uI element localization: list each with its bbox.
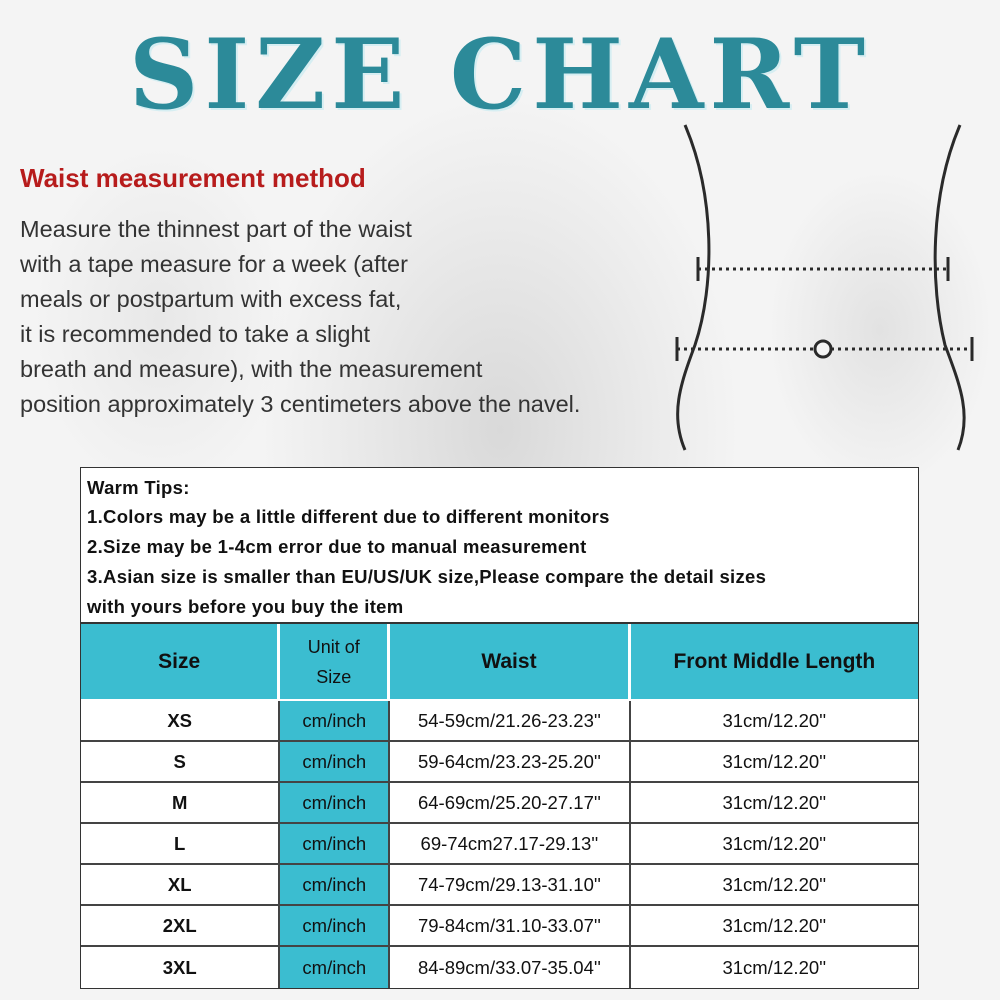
method-line: breath and measure), with the measurement	[20, 356, 483, 382]
table-row	[81, 865, 918, 906]
cell-size: 3XL	[81, 947, 280, 988]
cell-size: L	[81, 824, 280, 865]
tip-line: 1.Colors may be a little different due to different monitors	[87, 506, 610, 527]
cell-unit: cm/inch	[280, 742, 390, 783]
cell-front: 31cm/12.20''	[631, 865, 918, 906]
tips-heading: Warm Tips:	[87, 477, 190, 498]
method-line: it is recommended to take a slight	[20, 321, 371, 347]
method-heading: Waist measurement method	[20, 163, 366, 193]
cell-unit: cm/inch	[280, 824, 390, 865]
header-size: Size	[81, 624, 280, 701]
table-row	[81, 824, 918, 865]
cell-unit: cm/inch	[280, 947, 390, 988]
header-unit: Unit of Size	[280, 624, 390, 701]
cell-waist: 69-74cm27.17-29.13''	[390, 824, 630, 865]
method-line: with a tape measure for a week (after	[20, 251, 408, 277]
waist-measurement-diagram	[660, 115, 990, 460]
cell-waist: 64-69cm/25.20-27.17''	[390, 783, 630, 824]
table-row	[81, 783, 918, 824]
cell-unit: cm/inch	[280, 906, 390, 947]
method-line: meals or postpartum with excess fat,	[20, 286, 402, 312]
body-outline-right	[935, 125, 964, 450]
header-front-middle-length: Front Middle Length	[631, 624, 918, 701]
cell-unit: cm/inch	[280, 783, 390, 824]
table-row	[81, 906, 918, 947]
cell-waist: 79-84cm/31.10-33.07''	[390, 906, 630, 947]
page-title: SIZE CHART	[128, 18, 872, 131]
cell-front: 31cm/12.20''	[631, 783, 918, 824]
cell-front: 31cm/12.20''	[631, 701, 918, 742]
method-line: Measure the thinnest part of the waist	[20, 216, 412, 242]
method-line: position approximately 3 centimeters above the navel.	[20, 391, 581, 417]
tip-line: with yours before you buy the item	[87, 596, 404, 617]
body-outline-left	[678, 125, 709, 450]
table-header-row	[81, 624, 918, 701]
cell-unit: cm/inch	[280, 865, 390, 906]
cell-size: S	[81, 742, 280, 783]
cell-waist: 59-64cm/23.23-25.20''	[390, 742, 630, 783]
table-row	[81, 742, 918, 783]
cell-waist: 84-89cm/33.07-35.04''	[390, 947, 630, 988]
cell-unit: cm/inch	[280, 701, 390, 742]
cell-size: XL	[81, 865, 280, 906]
table-row	[81, 947, 918, 988]
table-row	[81, 701, 918, 742]
cell-front: 31cm/12.20''	[631, 947, 918, 988]
cell-waist: 54-59cm/21.26-23.23''	[390, 701, 630, 742]
navel-marker-icon	[815, 341, 831, 357]
cell-waist: 74-79cm/29.13-31.10''	[390, 865, 630, 906]
header-waist: Waist	[390, 624, 630, 701]
cell-front: 31cm/12.20''	[631, 906, 918, 947]
cell-front: 31cm/12.20''	[631, 742, 918, 783]
cell-front: 31cm/12.20''	[631, 824, 918, 865]
cell-size: XS	[81, 701, 280, 742]
method-description	[20, 212, 660, 422]
cell-size: 2XL	[81, 906, 280, 947]
tip-line: 3.Asian size is smaller than EU/US/UK size,Please compare the detail sizes	[87, 566, 767, 587]
size-table	[80, 623, 919, 989]
tip-line: 2.Size may be 1-4cm error due to manual measurement	[87, 536, 587, 557]
cell-size: M	[81, 783, 280, 824]
warm-tips-box	[80, 467, 919, 623]
